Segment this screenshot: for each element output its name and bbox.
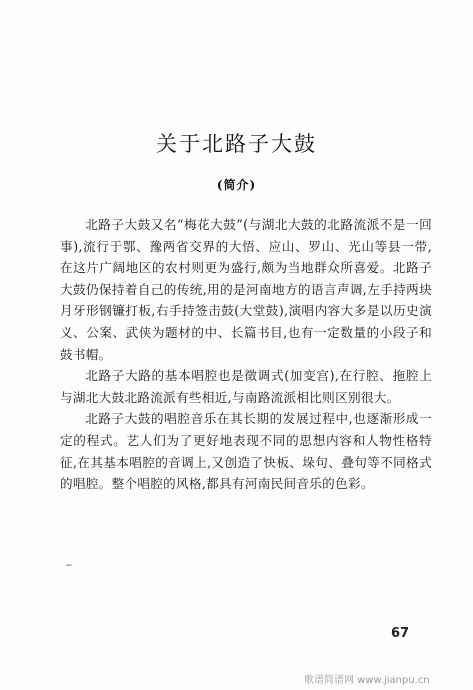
corner-mark: -- <box>66 560 71 571</box>
page-title: 关于北路子大鼓 <box>156 132 317 156</box>
page-number: 67 <box>391 626 410 641</box>
watermark-text: 歌谱简谱网 www.jianpu.cn <box>304 675 430 686</box>
paragraph-3: 北路子大鼓的唱腔音乐在其长期的发展过程中,也逐渐形成一定的程式。艺人们为了更好地表现不同的思想内容和人物性格特征,在其基本唱腔的音调上,又创造了快板、垛句、叠句等不同格式的唱腔。整个唱腔的风格,都具有河南民间音乐的色彩。 <box>60 411 432 492</box>
paragraph-1: 北路子大鼓又名“梅花大鼓”(与湖北大鼓的北路流派不是一回事),流行于鄂、豫两省交界的大悟、应山、罗山、光山等县一带,在这片广阔地区的农村则更为盛行,颇为当地群众所喜爱。北路子大鼓仍保持着自己的传统,用的是河南地方的语言声调,左手持两块月牙形钢镰打板,右手持签击鼓(大堂鼓),演唱内容大多是以历史演义、公案、武侠为题材的中、长篇书目,也有一定数量的小段子和鼓书帽。 <box>60 217 432 362</box>
page-subtitle: (简介) <box>216 178 257 192</box>
paragraph-2: 北路子大路的基本唱腔也是徵调式(加变宫),在行腔、拖腔上与湖北大鼓北路流派有些相近,与南路流派相比则区别很大。 <box>60 368 432 405</box>
body-text <box>60 214 432 495</box>
